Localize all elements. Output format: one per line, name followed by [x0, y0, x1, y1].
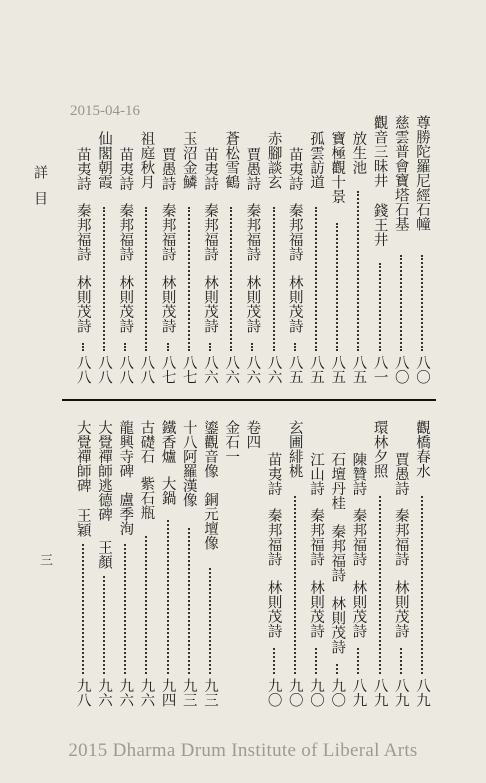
entry-poem: 林則茂詩	[392, 580, 409, 638]
entry-title: 苗夷詩	[202, 147, 218, 191]
dot-leader	[124, 343, 126, 351]
dot-leader	[82, 544, 84, 674]
entry-page: 八六	[223, 355, 240, 384]
dot-leader	[294, 496, 296, 674]
entry-title: 江山詩	[308, 452, 324, 496]
toc-entry	[160, 115, 176, 387]
dot-leader	[188, 528, 190, 674]
dot-leader	[167, 343, 169, 351]
entry-poem: 林則茂詩	[286, 275, 303, 333]
entry-author: 秦邦福詩	[265, 508, 282, 566]
toc-entry	[160, 420, 176, 710]
entry-page: 八五	[286, 355, 303, 384]
dot-leader	[167, 520, 169, 674]
toc-entry	[308, 420, 324, 710]
entry-poem: 林則茂詩	[329, 596, 346, 654]
dot-leader	[315, 648, 317, 674]
toc-entry	[117, 115, 133, 387]
toc-entry	[138, 115, 154, 387]
entry-page: 八〇	[392, 355, 409, 384]
entry-page: 九〇	[265, 678, 282, 707]
entry-page: 八七	[159, 355, 176, 384]
toc-entry	[329, 115, 345, 387]
entry-title: 尊勝陀羅尼經石幢	[414, 115, 430, 231]
toc-entry	[372, 420, 388, 710]
entry-page: 九〇	[308, 678, 324, 707]
entry-author: 銅元壇像	[202, 492, 218, 550]
dot-leader	[379, 496, 381, 674]
entry-poem: 林則茂詩	[244, 275, 261, 333]
dot-leader	[357, 191, 359, 351]
entry-title: 祖庭秋月	[138, 131, 155, 189]
entry-title: 蒼松雪鶴	[223, 131, 240, 189]
toc-entry	[96, 420, 112, 710]
entry-author: 秦邦福詩	[308, 508, 324, 566]
entry-page: 九三	[180, 678, 197, 707]
entry-title: 觀橋春水	[414, 420, 430, 478]
dot-leader	[124, 544, 126, 674]
toc-entry	[287, 115, 303, 387]
entry-title: 玉沼金鱗	[180, 131, 197, 189]
entry-title: 賈愚詩	[159, 147, 176, 191]
entry-title: 苗夷詩	[286, 147, 303, 191]
entry-page: 九六	[117, 678, 134, 707]
entry-author: 秦邦福詩	[286, 203, 303, 261]
section-heading	[244, 420, 260, 710]
toc-entry	[308, 115, 324, 387]
entry-page: 八六	[202, 355, 218, 384]
toc-entry	[372, 115, 388, 387]
entry-title: 賈愚詩	[244, 147, 261, 191]
entry-page: 八八	[74, 355, 91, 384]
toc-entry	[266, 115, 282, 387]
entry-poem: 林則茂詩	[308, 580, 324, 638]
dot-leader	[188, 207, 190, 351]
entry-poem: 林則茂詩	[159, 275, 176, 333]
toc-entry	[75, 115, 91, 387]
entry-page: 八八	[117, 355, 134, 384]
entry-page: 八六	[265, 355, 282, 384]
entry-poem: 林則茂詩	[117, 275, 134, 333]
entry-author: 秦邦福詩	[159, 203, 176, 261]
page-number: 三	[37, 553, 52, 566]
entry-poem: 林則茂詩	[202, 275, 218, 333]
dot-leader	[209, 568, 211, 674]
toc-entry	[202, 115, 218, 387]
entry-page: 九〇	[329, 678, 346, 707]
entry-author: 秦邦福詩	[74, 203, 91, 261]
dot-leader	[251, 343, 253, 351]
entry-poem: 林則茂詩	[350, 580, 367, 638]
toc-entry	[414, 115, 430, 387]
entry-author: 秦邦福詩	[392, 508, 409, 566]
entry-page: 八九	[350, 678, 367, 707]
entry-title: 苗夷詩	[117, 147, 134, 191]
dot-leader	[103, 207, 105, 351]
toc-entry	[75, 420, 91, 710]
dot-leader	[103, 576, 105, 674]
dot-leader	[230, 207, 232, 351]
dot-leader	[357, 648, 359, 674]
institution-watermark: 2015 Dharma Drum Institute of Liberal Arts	[68, 740, 418, 761]
entry-title: 觀音三昧井	[371, 115, 388, 188]
entry-poem: 林則茂詩	[265, 580, 282, 638]
entry-page: 八六	[244, 355, 261, 384]
dot-leader	[421, 255, 423, 351]
toc-entry	[181, 115, 197, 387]
entry-page: 八九	[392, 678, 409, 707]
dot-leader	[273, 648, 275, 674]
toc-entry	[329, 420, 345, 710]
toc-entry	[117, 420, 133, 710]
toc-entry	[350, 115, 366, 387]
entry-title: 大覺禪師逃德碑	[96, 420, 112, 522]
toc-entry	[138, 420, 154, 710]
dot-leader	[379, 263, 381, 351]
entry-page: 九四	[159, 678, 176, 707]
toc-entry	[181, 420, 197, 710]
entry-title: 慈雲普會寶塔石基	[392, 115, 409, 231]
entry-author: 秦邦福詩	[350, 508, 367, 566]
entry-title: 苗夷詩	[74, 147, 91, 191]
entry-title: 石壇丹桂	[329, 452, 346, 510]
dot-leader	[336, 664, 338, 674]
entry-title: 金石一	[223, 420, 240, 464]
entry-author: 秦邦福詩	[329, 524, 346, 582]
entry-title: 卷四	[244, 420, 261, 449]
entry-page: 八八	[96, 355, 112, 384]
toc-entry	[266, 420, 282, 710]
dot-leader	[82, 343, 84, 351]
toc-entry	[223, 115, 239, 387]
toc-entry	[202, 420, 218, 710]
entry-title: 苗夷詩	[265, 452, 282, 496]
entry-title: 仙閣朝霞	[96, 131, 112, 189]
entry-page: 八一	[371, 355, 388, 384]
entry-page: 八九	[414, 678, 430, 707]
entry-page: 九六	[96, 678, 112, 707]
dot-leader	[273, 207, 275, 351]
entry-author: 大鍋	[159, 476, 176, 505]
dot-leader	[336, 223, 338, 351]
entry-poem: 盧季洵	[117, 492, 134, 536]
toc-entry	[414, 420, 430, 710]
dot-leader	[400, 255, 402, 351]
dot-leader	[145, 207, 147, 351]
entry-page: 九三	[202, 678, 218, 707]
entry-author: 錢王井	[371, 203, 388, 247]
dot-leader	[209, 343, 211, 351]
entry-title: 古礎石	[138, 420, 155, 464]
entry-title: 龍興寺碑	[117, 420, 134, 478]
entry-title: 鎏觀音像	[202, 420, 218, 478]
date-watermark: 2015-04-16	[70, 103, 140, 119]
entry-page: 八五	[350, 355, 367, 384]
entry-title: 寶極觀十景	[329, 131, 346, 204]
entry-page: 八九	[371, 678, 388, 707]
entry-title: 環林夕照	[371, 420, 388, 478]
section-heading	[223, 420, 239, 710]
dot-leader	[400, 648, 402, 674]
entry-author: 秦邦福詩	[117, 203, 134, 261]
toc-entry	[350, 420, 366, 710]
section-divider	[62, 399, 436, 401]
entry-page: 八八	[138, 355, 155, 384]
entry-poem: 林則茂詩	[74, 275, 91, 333]
entry-page: 八〇	[414, 355, 430, 384]
entry-author: 秦邦福詩	[202, 203, 218, 261]
dot-leader	[421, 496, 423, 674]
entry-page: 八七	[180, 355, 197, 384]
dot-leader	[294, 343, 296, 351]
toc-entry	[96, 115, 112, 387]
entry-poem: 王顏	[96, 540, 112, 569]
running-title: 詳目	[32, 165, 48, 217]
entry-title: 陳贊詩	[350, 452, 367, 496]
toc-entry	[244, 115, 260, 387]
entry-page: 九六	[138, 678, 155, 707]
toc-entry	[393, 420, 409, 710]
entry-author: 紫石瓶	[138, 476, 155, 520]
entry-title: 赤腳談玄	[265, 131, 282, 189]
toc-entry	[393, 115, 409, 387]
entry-title: 放生池	[350, 131, 367, 175]
entry-page: 九八	[74, 678, 91, 707]
dot-leader	[145, 536, 147, 674]
toc-entry	[287, 420, 303, 710]
entry-page: 八五	[329, 355, 346, 384]
entry-page: 八五	[308, 355, 324, 384]
entry-title: 大覺禪師碑	[74, 420, 91, 493]
entry-title: 玄圃緋桃	[286, 420, 303, 478]
entry-author: 秦邦福詩	[244, 203, 261, 261]
dot-leader	[315, 207, 317, 351]
entry-title: 鐵香爐	[159, 420, 176, 464]
entry-page: 九〇	[286, 678, 303, 707]
entry-title: 賈愚詩	[392, 452, 409, 496]
entry-poem: 王穎	[74, 508, 91, 537]
entry-title: 十八阿羅漢像	[180, 420, 197, 507]
entry-title: 孤雲訪道	[308, 131, 324, 189]
